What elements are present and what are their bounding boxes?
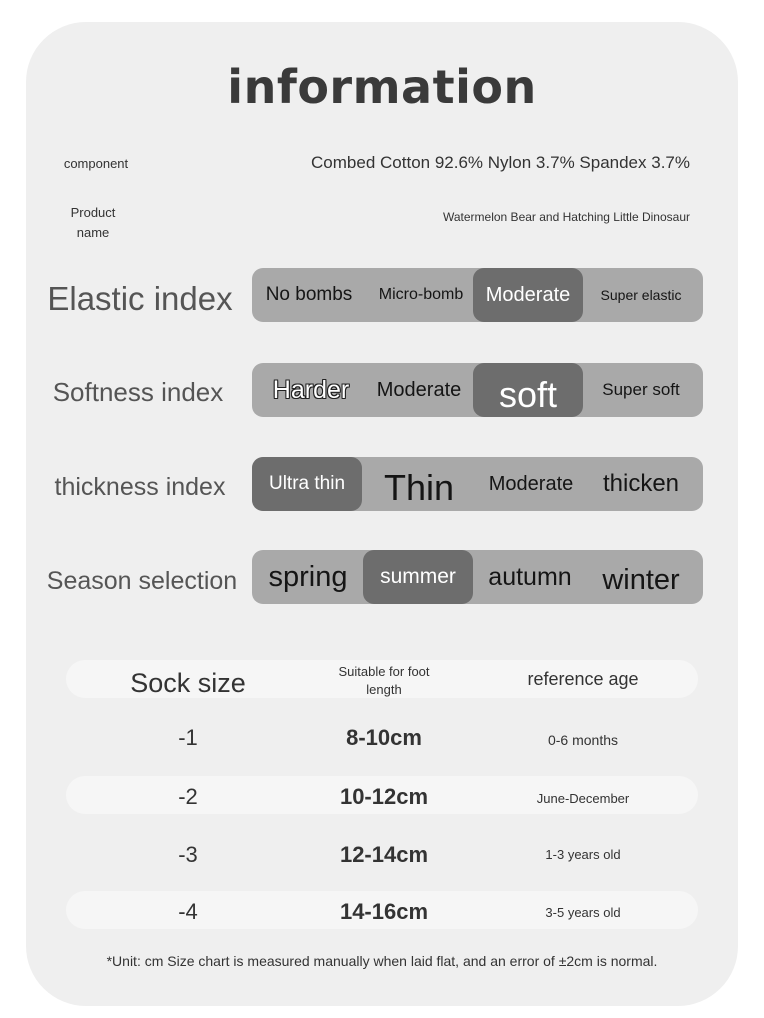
- softness-option-super-soft: Super soft: [602, 380, 680, 399]
- softness-option-moderate: Moderate: [376, 378, 462, 401]
- thickness-option-moderate: Moderate: [488, 472, 574, 495]
- elastic-option-micro-bomb: Micro-bomb: [378, 286, 464, 303]
- header-foot-length: Suitable for foot length: [338, 664, 430, 697]
- season-selection-label: Season selection: [46, 567, 238, 595]
- thickness-option-ultra-thin-selected: Ultra thin: [252, 457, 362, 511]
- page-title: information: [227, 60, 537, 114]
- softness-index-track: [252, 363, 703, 417]
- season-option-winter: winter: [602, 563, 680, 596]
- product-name-label: Product name: [70, 205, 116, 240]
- season-option-summer-selected: summer: [363, 550, 473, 604]
- age-cell: 1-3 years old: [545, 847, 621, 862]
- age-cell: June-December: [536, 791, 630, 806]
- elastic-index-track: [252, 268, 703, 322]
- foot-length-cell: 10-12cm: [339, 784, 429, 809]
- age-cell: 0-6 months: [547, 732, 619, 748]
- season-selection-track: [252, 550, 703, 604]
- footnote: *Unit: cm Size chart is measured manually when laid flat, and an error of ±2cm is normal.: [106, 953, 658, 969]
- thickness-option-thicken: thicken: [602, 470, 680, 497]
- softness-option-soft-selected: soft: [473, 363, 583, 417]
- product-name-value: Watermelon Bear and Hatching Little Dinosaur: [442, 210, 690, 224]
- size-cell: -3: [178, 842, 198, 867]
- elastic-option-moderate-selected: Moderate: [473, 268, 583, 322]
- size-cell: -4: [178, 899, 198, 924]
- elastic-option-no-bombs: No bombs: [265, 284, 353, 305]
- header-sock-size: Sock size: [130, 668, 246, 698]
- season-option-spring: spring: [268, 560, 348, 593]
- size-cell: -1: [178, 725, 198, 750]
- component-label: component: [63, 156, 129, 171]
- foot-length-cell: 14-16cm: [339, 899, 429, 924]
- component-value: Combed Cotton 92.6% Nylon 3.7% Spandex 3.7%: [311, 153, 690, 172]
- header-reference-age: reference age: [527, 669, 639, 689]
- softness-index-label: Softness index: [52, 377, 224, 407]
- thickness-index-label: thickness index: [54, 473, 226, 501]
- elastic-index-label: Elastic index: [47, 280, 233, 317]
- foot-length-cell: 12-14cm: [339, 842, 429, 867]
- thickness-index-track: [252, 457, 703, 511]
- elastic-option-super-elastic: Super elastic: [600, 287, 682, 303]
- thickness-option-thin: Thin: [383, 467, 455, 508]
- foot-length-cell: 8-10cm: [346, 725, 422, 750]
- age-cell: 3-5 years old: [545, 905, 621, 920]
- season-option-autumn: autumn: [488, 562, 572, 591]
- softness-option-harder: Harder: [272, 375, 350, 404]
- size-cell: -2: [178, 784, 198, 809]
